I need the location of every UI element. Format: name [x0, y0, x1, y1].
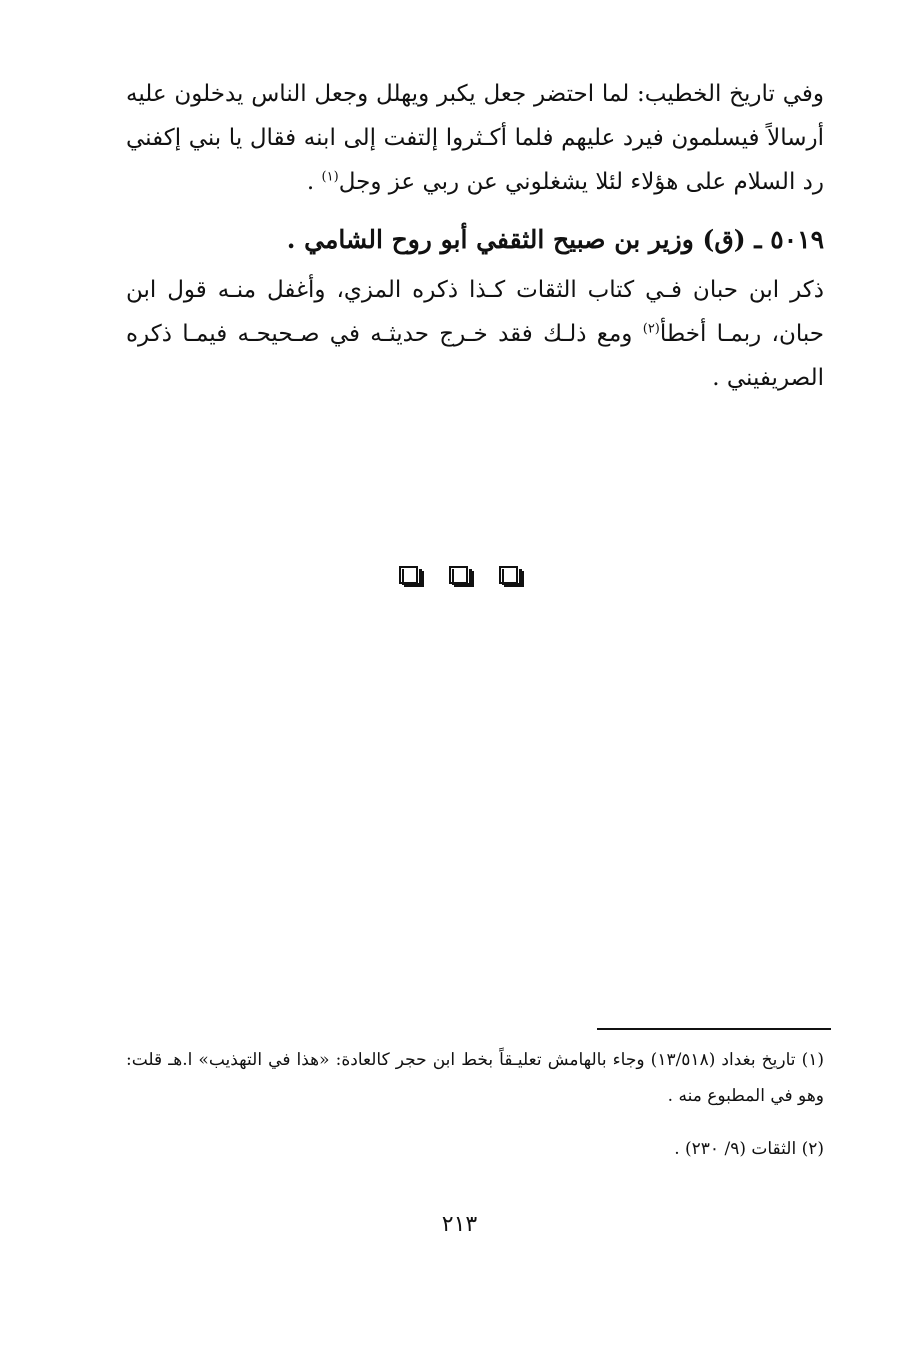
square-ornament-icon	[399, 566, 421, 586]
footnote-1: (١) تاريخ بغداد (١٣/٥١٨) وجاء بالهامش تعليـقاً بخط ابن حجر كالعادة: «هذا في التهذيب» ا.هـ قلت: وهو في المطبوع منه .	[126, 1050, 825, 1106]
paragraph-2-text-end: ومع ذلـك فقد خـرج حديثـه في صـحيحـه فيمـا ذكره الصريفيني .	[126, 321, 824, 391]
footnote-separator-rule	[597, 1028, 831, 1030]
paragraph-deathbed-narration	[126, 72, 824, 204]
paragraph-2-text-start: ذكر ابن حبان فـي كتاب الثقات كـذا ذكره المزي، وأغفل منـه قول ابن حبان، ربمـا أخطأ	[126, 277, 824, 347]
paragraph-1-text: وفي تاريخ الخطيب: لما احتضر جعل يكبر ويهلل وجعل الناس يدخلون عليه أرسالاً فيسلمون فيرد عليهم فلما أكـثروا إلتفت إلى ابنه فقال يا بني إكفني رد السلام على هؤلاء لئلا يشغلوني عن ربي عز وجل	[126, 81, 824, 195]
page-number: ٢١٣	[441, 1212, 478, 1237]
paragraph-1-end: .	[306, 169, 322, 195]
paragraph-ibn-hibban	[126, 268, 824, 400]
entry-heading: ٥٠١٩ ـ (ق) وزير بن صبيح الثقفي أبو روح الشامي .	[286, 225, 824, 254]
footnote-ref-1: (١)	[321, 169, 339, 185]
footnote-ref-2: (٢)	[642, 321, 660, 337]
square-ornament-icon	[449, 566, 471, 586]
square-ornament-icon	[499, 566, 521, 586]
section-divider	[0, 566, 919, 586]
footnote-2: (٢) الثقات (٩/ ٢٣٠) .	[674, 1139, 824, 1159]
